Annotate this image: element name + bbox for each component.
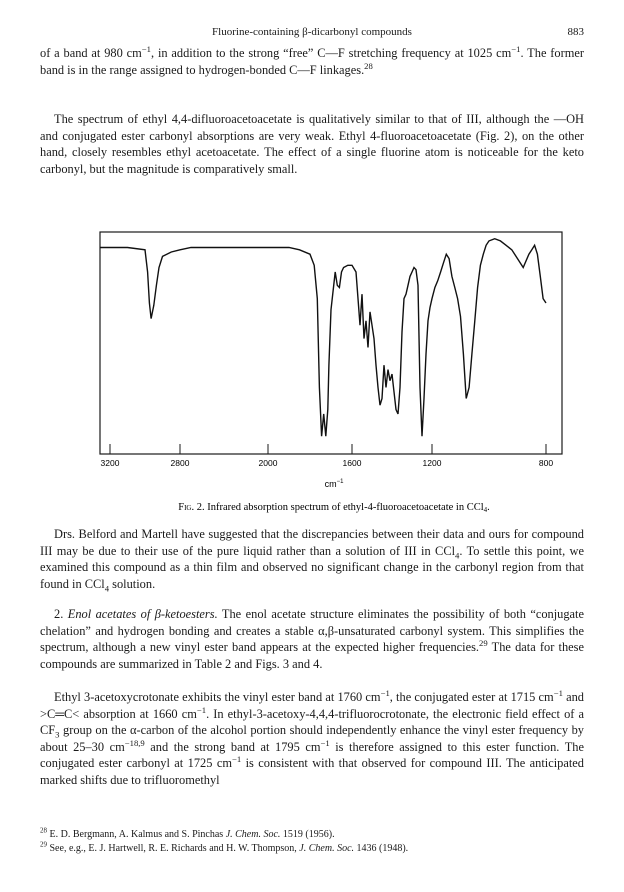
- plot-frame: [100, 232, 562, 454]
- footnote-text: E. D. Bergmann, A. Kalmus and S. Pinchas: [47, 829, 226, 840]
- p4-text-a: The enol acetate structure eliminates the possibility of both “conjugate chelation” and hydrogen bonding and creates a stable α,β-unsaturated carbonyl system. This simplifies the spectrum, although a new vinyl ester band appears at the expected higher frequencies.: [40, 607, 584, 655]
- p5-text-e: group on the α-carbon of the alcohol portion should independently enhance the vinyl ester frequency by about 25–30 cm: [40, 723, 584, 754]
- sup: −1: [231, 754, 242, 765]
- section-heading: Enol acetates of β-ketoesters.: [67, 607, 218, 621]
- running-header: [40, 26, 584, 40]
- p5-text-c: and >C═C< absorption at 1660 cm: [40, 690, 584, 721]
- p5-text-h: is consistent with that observed for compound III. The anticipated marked shifts due to trifluoromethyl: [40, 756, 585, 787]
- footnote-rest: 1519 (1956).: [280, 829, 335, 840]
- p1-text-b: , in addition to the strong “free” C—F stretching frequency at 1025 cm: [151, 46, 512, 60]
- footnote-journal: J. Chem. Soc.: [225, 829, 281, 840]
- sup: −1: [380, 687, 390, 698]
- sup: −1: [124, 737, 134, 748]
- paragraph-3: [40, 526, 584, 592]
- p1-text-c: . The former band is in the range assigned to hydrogen-bonded C—F linkages.: [40, 46, 584, 77]
- p3-text-c: solution.: [109, 576, 156, 591]
- section-number: 2.: [54, 607, 64, 621]
- sub: 4: [104, 583, 110, 594]
- p4-text-b: The data for these compounds are summarized in Table 2 and Figs. 3 and 4.: [40, 640, 585, 671]
- sub: 4: [455, 550, 460, 561]
- x-tick-label-1600: 1600: [342, 458, 362, 468]
- footnote-number: 29: [40, 840, 47, 849]
- p5-text-d: . In ethyl-3-acetoxy-4,4,4-trifluorocrotonate, the electronic field effect of a CF: [40, 706, 584, 738]
- ir-spectrum-figure: [96, 230, 572, 520]
- x-tick-label-3200: 3200: [100, 458, 120, 468]
- p1-text-a: of a band at 980 cm: [40, 46, 142, 60]
- figure-caption: Fig. 2. Infrared absorption spectrum of ethyl-4-fluoroacetoacetate in CCl4.: [178, 502, 490, 514]
- x-tick-label-800: 800: [538, 458, 554, 468]
- p5-text-g: is therefore assigned to this ester function. The conjugated ester carbonyl at 1725 cm: [40, 739, 584, 771]
- paragraph-4: [40, 606, 584, 672]
- ref-8-9: 8,9: [133, 737, 145, 748]
- sup: −1: [511, 43, 521, 54]
- footnote-journal: J. Chem. Soc.: [299, 843, 355, 854]
- x-axis-label: $cm^{-1}$: [324, 479, 344, 489]
- footnotes: [40, 828, 584, 856]
- p5-text-f: and the strong band at 1795 cm: [144, 739, 321, 754]
- x-tick-label-2800: 2800: [170, 458, 190, 468]
- ref-29: 29: [479, 638, 488, 649]
- x-tick-label-2000: 2000: [258, 458, 278, 468]
- ref-28: 28: [364, 60, 373, 71]
- ir-spectrum-chart: [96, 230, 572, 520]
- paragraph-5: [40, 689, 584, 789]
- sup: −1: [141, 43, 151, 54]
- sup: −1: [320, 737, 330, 748]
- p3-text-b: . To settle this point, we examined this compound as a thin film and observed no significant change in the carbonyl region from that found in CCl: [40, 543, 585, 591]
- x-tick-label-1200: 1200: [422, 458, 442, 468]
- running-title: Fluorine-containing β-dicarbonyl compounds: [212, 26, 412, 38]
- p3-text-a: Drs. Belford and Martell have suggested that the discrepancies between their data and ours for compound III may be due to their use of the pure liquid rather than a solution of III in CCl: [40, 527, 584, 558]
- footnote-29: [40, 842, 584, 856]
- spectrum-line: [100, 239, 546, 437]
- sub: 3: [55, 729, 60, 740]
- p2-text: The spectrum of ethyl 4,4-difluoroacetoacetate is qualitatively similar to that of III, although the —OH and conjugated ester carbonyl absorptions are very weak. Ethyl 4-fluoroacetoacetate (Fig. 2), on the other hand, closely resembles ethyl acetoacetate. The effect of a single fluorine atom is noticeable for the keto carbonyl, but the magnitude is comparatively small.: [40, 112, 584, 176]
- paragraph-2: [40, 111, 584, 177]
- footnote-28: [40, 828, 584, 842]
- paragraph-1: [40, 45, 584, 78]
- footnote-number: 28: [40, 826, 47, 835]
- p5-text-b: , the conjugated ester at 1715 cm: [389, 690, 554, 704]
- footnote-rest: 1436 (1948).: [354, 843, 409, 854]
- footnote-text: See, e.g., E. J. Hartwell, R. E. Richards and H. W. Thompson,: [47, 843, 300, 854]
- p5-text-a: Ethyl 3-acetoxycrotonate exhibits the vinyl ester band at 1760 cm: [54, 690, 381, 704]
- sup: −1: [196, 704, 207, 715]
- page-number: 883: [567, 26, 584, 38]
- sup: −1: [553, 687, 563, 698]
